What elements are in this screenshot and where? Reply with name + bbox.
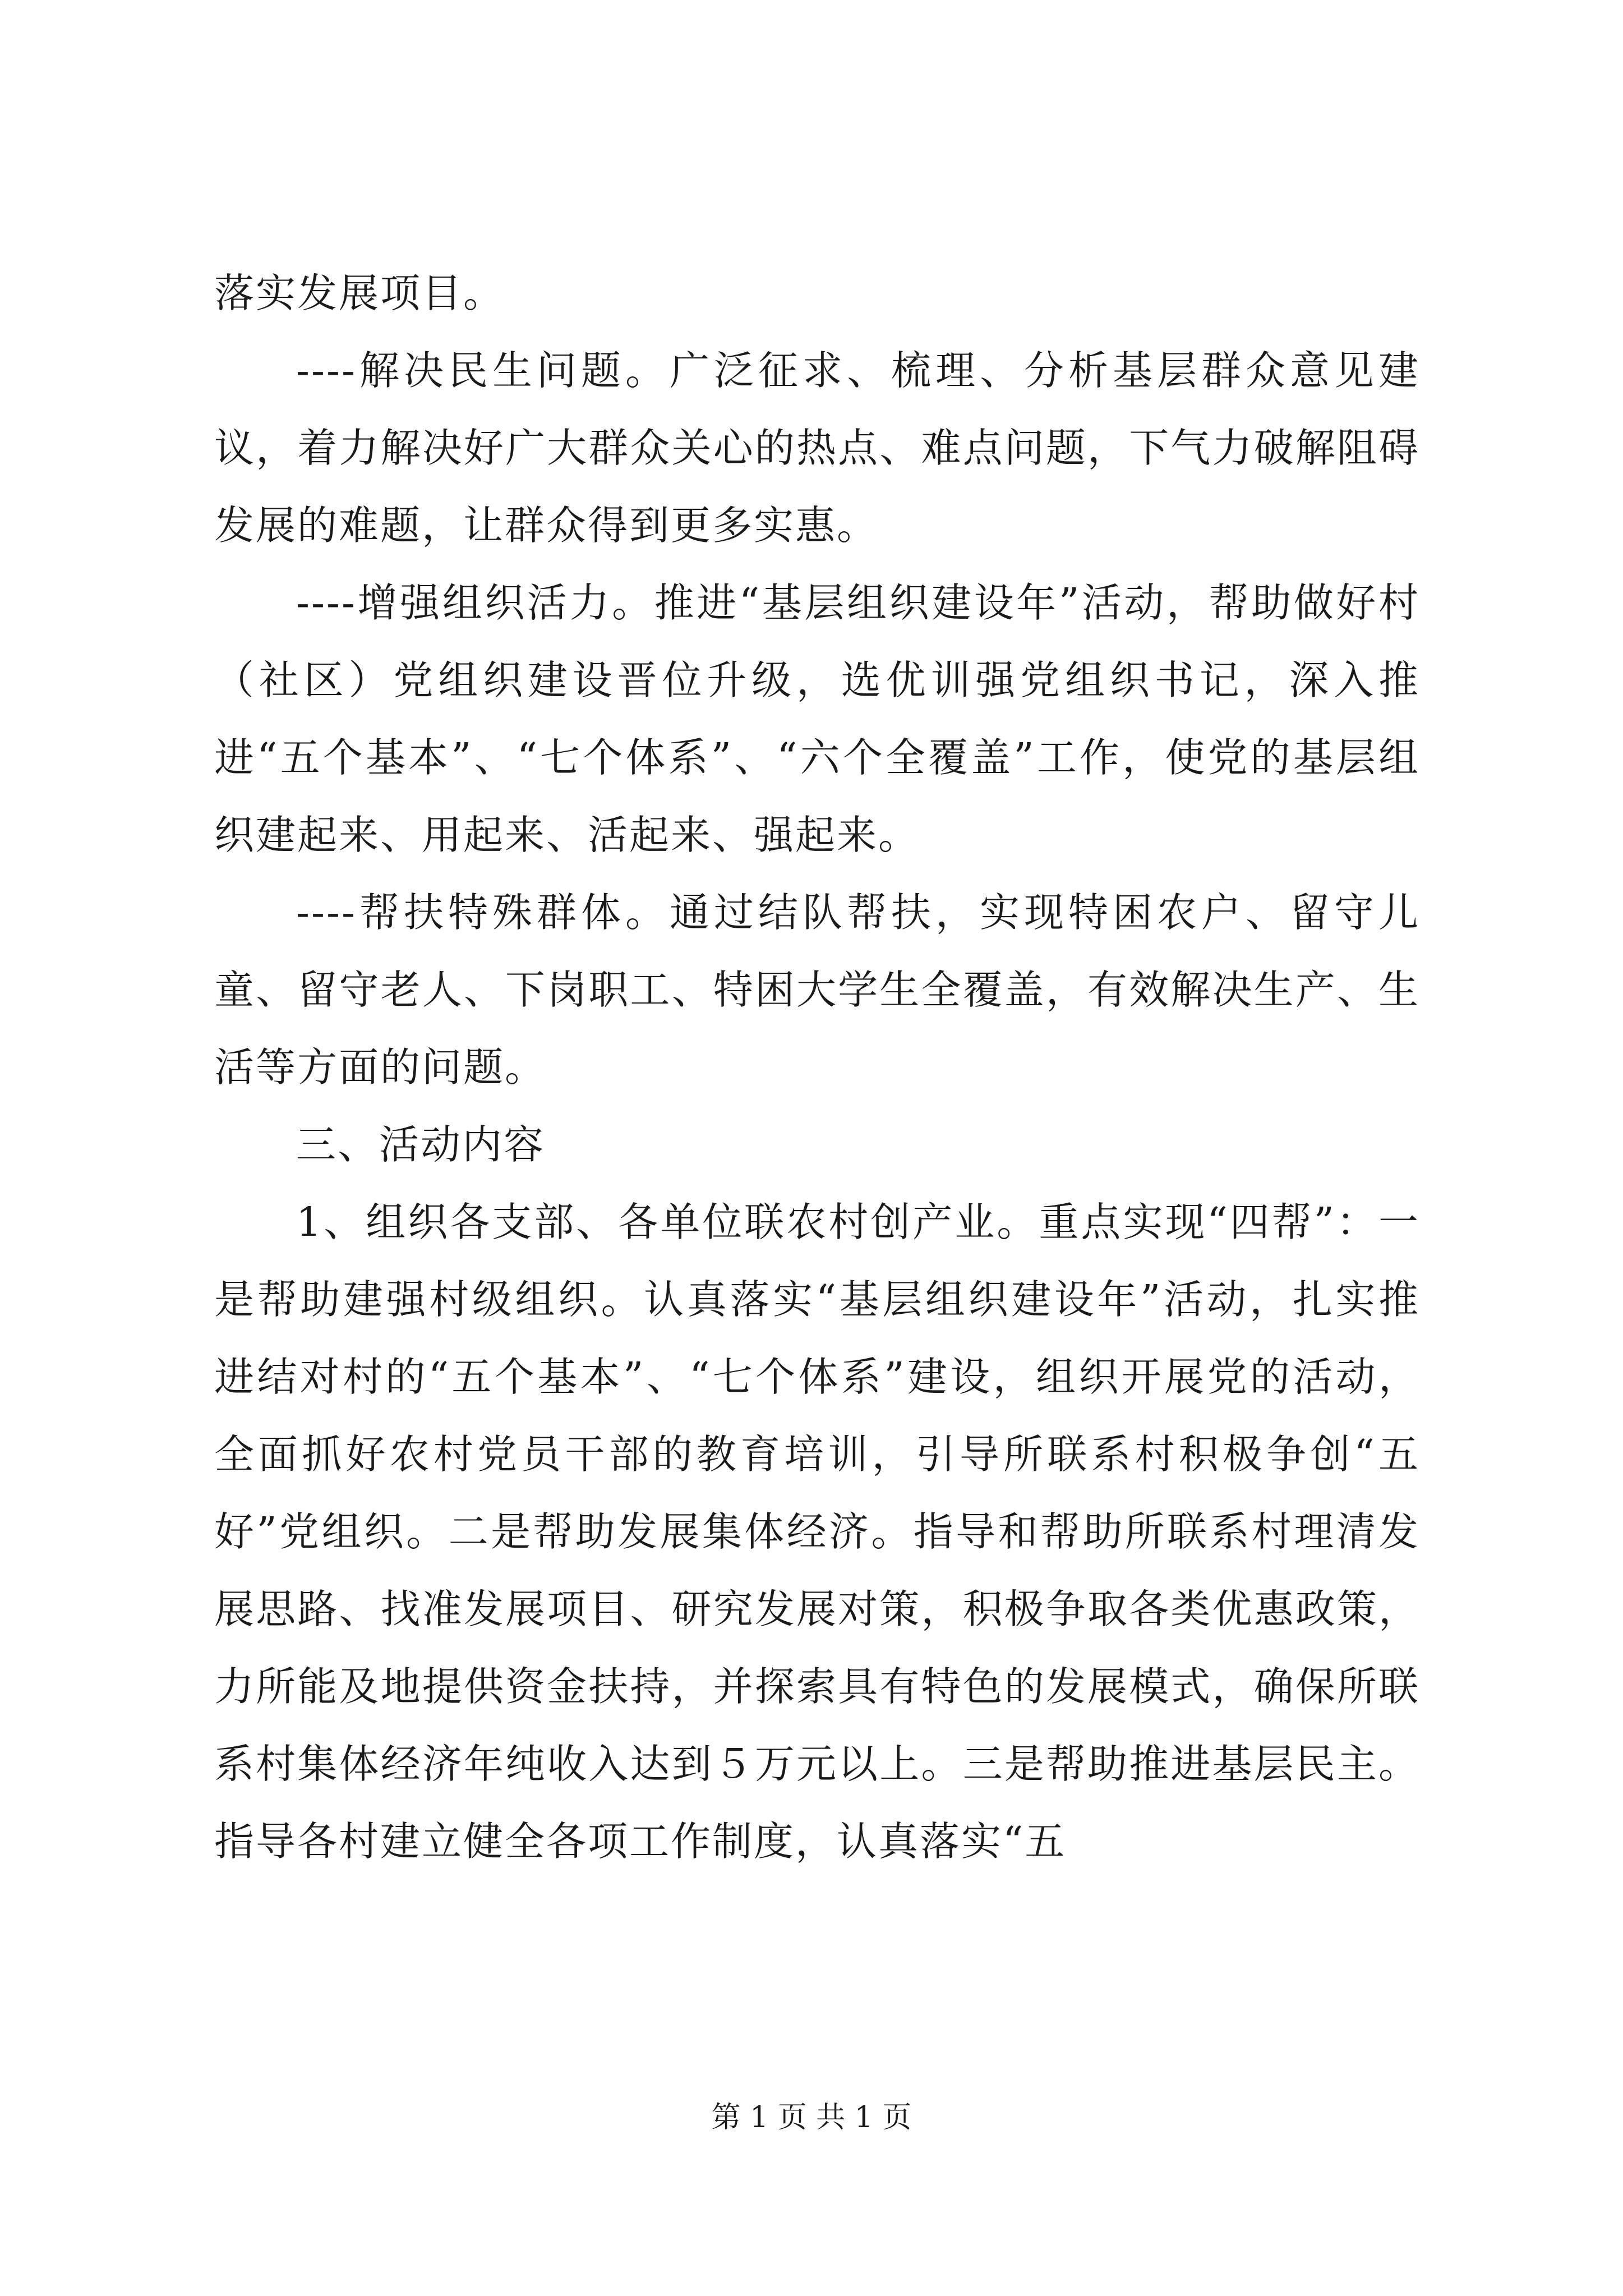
document-body <box>214 255 1420 1880</box>
paragraph-special-groups: ----帮扶特殊群体。通过结队帮扶，实现特困农户、留守儿童、留守老人、下岗职工、特困大学生全覆盖，有效解决生产、生活等方面的问题。 <box>214 889 1420 1091</box>
paragraph-continuation: 落实发展项目。 <box>214 270 505 316</box>
paragraph-livelihood: ----解决民生问题。广泛征求、梳理、分析基层群众意见建议，着力解决好广大群众关心的热点、难点问题，下气力破解阻碍发展的难题，让群众得到更多实惠。 <box>214 347 1420 549</box>
section-heading: 三、活动内容 <box>296 1121 546 1168</box>
paragraph-organization: ----增强组织活力。推进“基层组织建设年”活动，帮助做好村（社区）党组织建设晋位升级，选优训强党组织书记，深入推进“五个基本”、“七个体系”、“六个全覆盖”工作，使党的基层组织建起来、用起来、活起来、强起来。 <box>214 579 1420 858</box>
paragraph-activity-1: 1、组织各支部、各单位联农村创产业。重点实现“四帮”：一是帮助建强村级组织。认真落实“基层组织建设年”活动，扎实推进结对村的“五个基本”、“七个体系”建设，组织开展党的活动，全面抓好农村党员干部的教育培训，引导所联系村积极争创“五好”党组织。二是帮助发展集体经济。指导和帮助所联系村理清发展思路、找准发展项目、研究发展对策，积极争取各类优惠政策，力所能及地提供资金扶持，并探索具有特色的发展模式，确保所联系村集体经济年纯收入达到５万元以上。三是帮助推进基层民主。指导各村建立健全各项工作制度，认真落实“五 <box>214 1199 1420 1865</box>
page-footer: 第 1 页 共 1 页 <box>711 2101 912 2134</box>
